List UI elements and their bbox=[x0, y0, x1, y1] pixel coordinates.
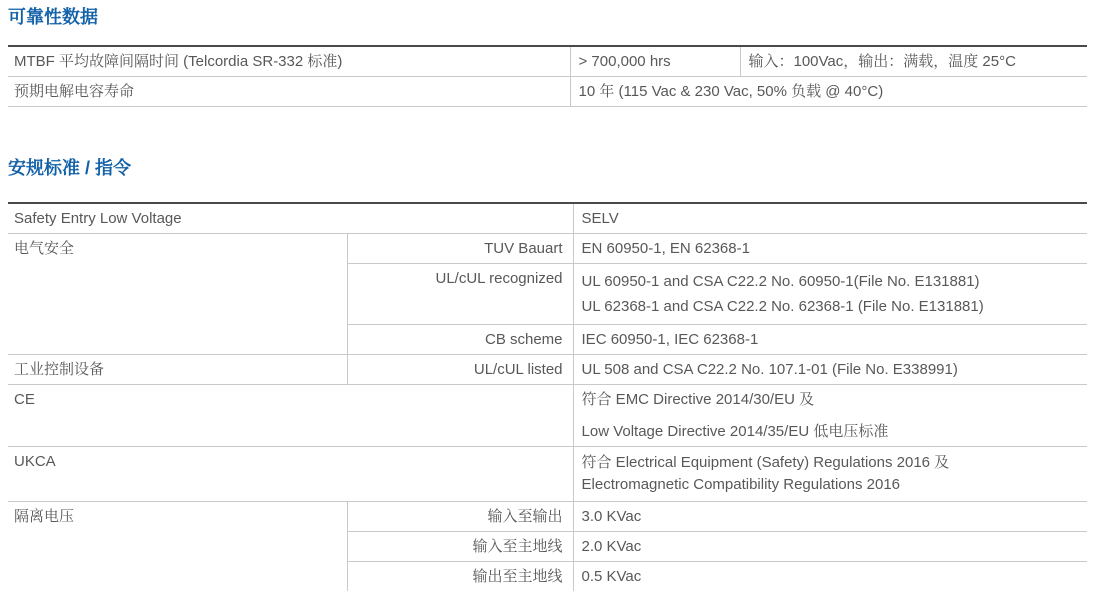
ukca-line1: 符合 Electrical Equipment (Safety) Regulations 2016 及 bbox=[581, 454, 950, 471]
table-row-cap-life bbox=[8, 77, 1087, 107]
mtbf-value: > 700,000 hrs bbox=[570, 46, 740, 77]
selv-label: Safety Entry Low Voltage bbox=[8, 203, 573, 234]
ce-line2: Low Voltage Directive 2014/35/EU 低电压标准 bbox=[581, 423, 889, 440]
ukca-value bbox=[573, 447, 1087, 502]
isolation-value-og: 0.5 KVac bbox=[573, 562, 1087, 591]
safety-table bbox=[8, 202, 1087, 591]
table-row-tuv bbox=[8, 234, 1087, 264]
ce-line1: 符合 EMC Directive 2014/30/EU 及 bbox=[581, 391, 815, 408]
cap-life-label: 预期电解电容寿命 bbox=[8, 77, 570, 107]
section-title-reliability: 可靠性数据 bbox=[8, 7, 98, 27]
industrial-label: 工业控制设备 bbox=[8, 355, 347, 385]
table-row-mtbf bbox=[8, 46, 1087, 77]
cb-value: IEC 60950-1, IEC 62368-1 bbox=[573, 325, 1087, 355]
isolation-sublabel-io: 输入至输出 bbox=[347, 502, 573, 532]
industrial-value: UL 508 and CSA C22.2 No. 107.1-01 (File No. E338991) bbox=[573, 355, 1087, 385]
table-row-isolation-1 bbox=[8, 502, 1087, 532]
table-row-industrial bbox=[8, 355, 1087, 385]
mtbf-label: MTBF 平均故障间隔时间 (Telcordia SR-332 标准) bbox=[8, 46, 570, 77]
cb-sublabel: CB scheme bbox=[347, 325, 573, 355]
ce-label: CE bbox=[8, 385, 573, 447]
tuv-sublabel: TUV Bauart bbox=[347, 234, 573, 264]
industrial-sublabel: UL/cUL listed bbox=[347, 355, 573, 385]
isolation-value-ig: 2.0 KVac bbox=[573, 532, 1087, 562]
ul-recognized-value bbox=[573, 264, 1087, 325]
table-row-ce bbox=[8, 385, 1087, 447]
ukca-label: UKCA bbox=[8, 447, 573, 502]
isolation-sublabel-ig: 输入至主地线 bbox=[347, 532, 573, 562]
cap-life-value: 10 年 (115 Vac & 230 Vac, 50% 负载 @ 40°C) bbox=[570, 77, 1087, 107]
reliability-table bbox=[8, 45, 1087, 107]
ul-recognized-line2: UL 62368-1 and CSA C22.2 No. 62368-1 (File No. E131881) bbox=[581, 298, 984, 315]
table-row-ukca bbox=[8, 447, 1087, 502]
electrical-safety-label: 电气安全 bbox=[8, 234, 347, 355]
tuv-value: EN 60950-1, EN 62368-1 bbox=[573, 234, 1087, 264]
ce-value bbox=[573, 385, 1087, 447]
isolation-value-io: 3.0 KVac bbox=[573, 502, 1087, 532]
mtbf-condition: 输入：100Vac，输出：满载，温度 25°C bbox=[740, 46, 1087, 77]
section-title-safety: 安规标准 / 指令 bbox=[8, 158, 132, 178]
table-row-selv bbox=[8, 203, 1087, 234]
ukca-line2: Electromagnetic Compatibility Regulations 2016 bbox=[581, 476, 901, 493]
isolation-label: 隔离电压 bbox=[8, 502, 347, 591]
isolation-sublabel-og: 输出至主地线 bbox=[347, 562, 573, 591]
ul-recognized-sublabel: UL/cUL recognized bbox=[347, 264, 573, 325]
ul-recognized-line1: UL 60950-1 and CSA C22.2 No. 60950-1(File No. E131881) bbox=[581, 273, 980, 290]
selv-value: SELV bbox=[573, 203, 1087, 234]
